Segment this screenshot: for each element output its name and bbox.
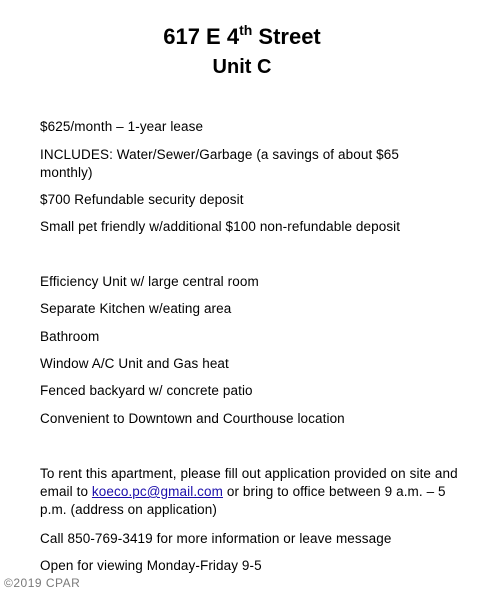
feature-item: Bathroom <box>40 329 100 344</box>
email-link[interactable]: koeco.pc@gmail.com <box>91 484 223 499</box>
rent-instructions-text: To rent this apartment, please fill out application provided on site and email to <box>40 466 458 499</box>
deposit-line: $700 Refundable security deposit <box>40 192 244 207</box>
includes-line: INCLUDES: Water/Sewer/Garbage (a savings of about $65 monthly) <box>40 147 399 180</box>
address-title <box>0 24 484 50</box>
rent-instructions-text-end: or bring to office between 9 a.m. – 5 p.m. (address on application) <box>40 484 446 517</box>
pets-line: Small pet friendly w/additional $100 non-refundable deposit <box>40 219 401 234</box>
call-line: Call 850-769-3419 for more information or leave message <box>40 531 392 546</box>
feature-item: Convenient to Downtown and Courthouse location <box>40 411 345 426</box>
feature-item: Efficiency Unit w/ large central room <box>40 274 259 289</box>
address-ordinal-suffix: th <box>239 22 253 38</box>
feature-item: Fenced backyard w/ concrete patio <box>40 383 253 398</box>
copyright-watermark: ©2019 CPAR <box>4 576 81 590</box>
unit-title: Unit C <box>212 56 272 78</box>
address-number-street: 617 E 4 <box>163 24 240 49</box>
feature-item: Separate Kitchen w/eating area <box>40 301 232 316</box>
feature-item: Window A/C Unit and Gas heat <box>40 356 229 371</box>
address-street-word: Street <box>252 24 321 49</box>
rent-line: $625/month – 1-year lease <box>40 119 204 134</box>
viewing-line: Open for viewing Monday-Friday 9-5 <box>40 558 262 573</box>
rent-instructions <box>40 465 460 519</box>
